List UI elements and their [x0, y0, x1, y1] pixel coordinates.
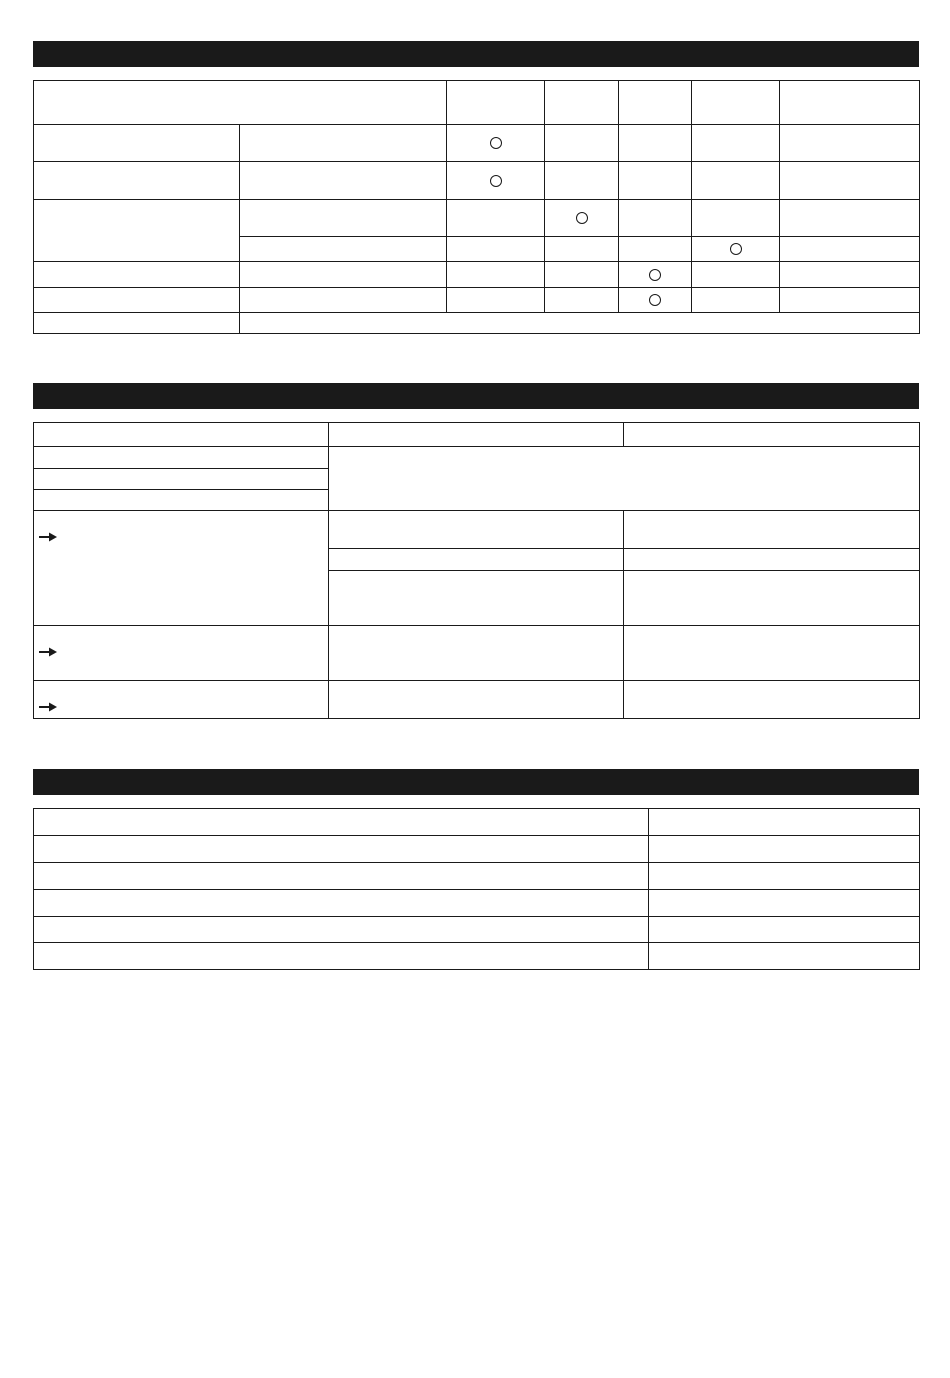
circle-mark-icon — [576, 212, 588, 224]
table-cell — [619, 262, 692, 288]
table-cell — [447, 125, 545, 162]
table-cell — [34, 917, 649, 943]
table-cell — [545, 288, 619, 313]
table-row — [34, 836, 920, 863]
table-3 — [33, 808, 920, 970]
table-cell — [780, 81, 920, 125]
table-cell — [447, 288, 545, 313]
table-cell — [34, 81, 447, 125]
right-arrow-icon — [38, 531, 58, 543]
table-cell — [545, 81, 619, 125]
table-row — [34, 863, 920, 890]
table-cell — [780, 200, 920, 237]
table-row — [34, 809, 920, 836]
table-cell — [240, 200, 447, 237]
table-cell — [624, 571, 920, 626]
table-cell — [34, 490, 329, 511]
table-row — [34, 943, 920, 970]
table-cell — [624, 549, 920, 571]
table-cell — [240, 262, 447, 288]
table-cell — [649, 863, 920, 890]
table-cell — [240, 125, 447, 162]
table-cell — [34, 943, 649, 970]
table-cell — [240, 162, 447, 200]
table-cell — [545, 125, 619, 162]
table-2 — [33, 422, 920, 719]
table-cell — [692, 262, 780, 288]
table-cell — [624, 511, 920, 549]
table-row — [34, 626, 920, 681]
table-cell — [447, 262, 545, 288]
table-row — [34, 162, 920, 200]
table-cell — [34, 423, 329, 447]
table-cell — [780, 162, 920, 200]
table-cell — [545, 162, 619, 200]
section-3-header-bar — [33, 769, 919, 795]
table-row — [34, 423, 920, 447]
table-cell — [34, 890, 649, 917]
table-row — [34, 125, 920, 162]
table-cell — [692, 288, 780, 313]
table-cell — [34, 809, 649, 836]
table-cell — [624, 423, 920, 447]
table-cell — [329, 549, 624, 571]
table-cell — [780, 125, 920, 162]
table-row — [34, 890, 920, 917]
table-cell — [34, 626, 329, 681]
table-cell — [624, 626, 920, 681]
table-cell — [692, 237, 780, 262]
circle-mark-icon — [649, 294, 661, 306]
table-cell — [619, 288, 692, 313]
table-cell — [34, 125, 240, 162]
table-cell — [545, 237, 619, 262]
table-cell — [619, 81, 692, 125]
table-cell — [34, 447, 329, 469]
table-cell — [619, 162, 692, 200]
table-cell — [240, 313, 920, 334]
right-arrow-icon — [38, 701, 58, 713]
table-cell — [692, 81, 780, 125]
table-cell — [649, 809, 920, 836]
circle-mark-icon — [649, 269, 661, 281]
table-cell — [34, 681, 329, 719]
table-cell — [240, 288, 447, 313]
table-cell — [649, 943, 920, 970]
table-cell — [447, 162, 545, 200]
table-cell — [619, 125, 692, 162]
table-cell — [780, 288, 920, 313]
section-1-header-bar — [33, 41, 919, 67]
table-row — [34, 681, 920, 719]
table-cell — [649, 890, 920, 917]
table-row — [34, 288, 920, 313]
table-cell — [329, 423, 624, 447]
table-cell — [34, 262, 240, 288]
table-cell — [619, 237, 692, 262]
table-cell — [240, 237, 447, 262]
table-cell — [329, 511, 624, 549]
circle-mark-icon — [490, 137, 502, 149]
table-cell — [780, 237, 920, 262]
table-cell — [619, 200, 692, 237]
table-cell — [692, 200, 780, 237]
table-1 — [33, 80, 920, 334]
table-cell — [329, 447, 920, 511]
table-row — [34, 511, 920, 549]
table-cell — [447, 81, 545, 125]
table-cell — [780, 262, 920, 288]
table-cell — [649, 836, 920, 863]
table-cell — [34, 469, 329, 490]
table-row — [34, 313, 920, 334]
table-cell — [34, 200, 240, 262]
table-cell — [447, 237, 545, 262]
table-cell — [34, 288, 240, 313]
table-cell — [34, 511, 329, 626]
table-cell — [624, 681, 920, 719]
table-row — [34, 447, 920, 469]
table-cell — [329, 626, 624, 681]
table-cell — [545, 200, 619, 237]
circle-mark-icon — [730, 243, 742, 255]
table-cell — [692, 125, 780, 162]
table-cell — [545, 262, 619, 288]
table-cell — [692, 162, 780, 200]
circle-mark-icon — [490, 175, 502, 187]
table-cell — [34, 836, 649, 863]
table-cell — [649, 917, 920, 943]
table-cell — [34, 863, 649, 890]
table-row — [34, 262, 920, 288]
table-row — [34, 200, 920, 237]
table-row — [34, 917, 920, 943]
section-2-header-bar — [33, 383, 919, 409]
table-cell — [447, 200, 545, 237]
table-cell — [34, 313, 240, 334]
table-row — [34, 81, 920, 125]
right-arrow-icon — [38, 646, 58, 658]
table-cell — [329, 681, 624, 719]
table-cell — [329, 571, 624, 626]
table-cell — [34, 162, 240, 200]
